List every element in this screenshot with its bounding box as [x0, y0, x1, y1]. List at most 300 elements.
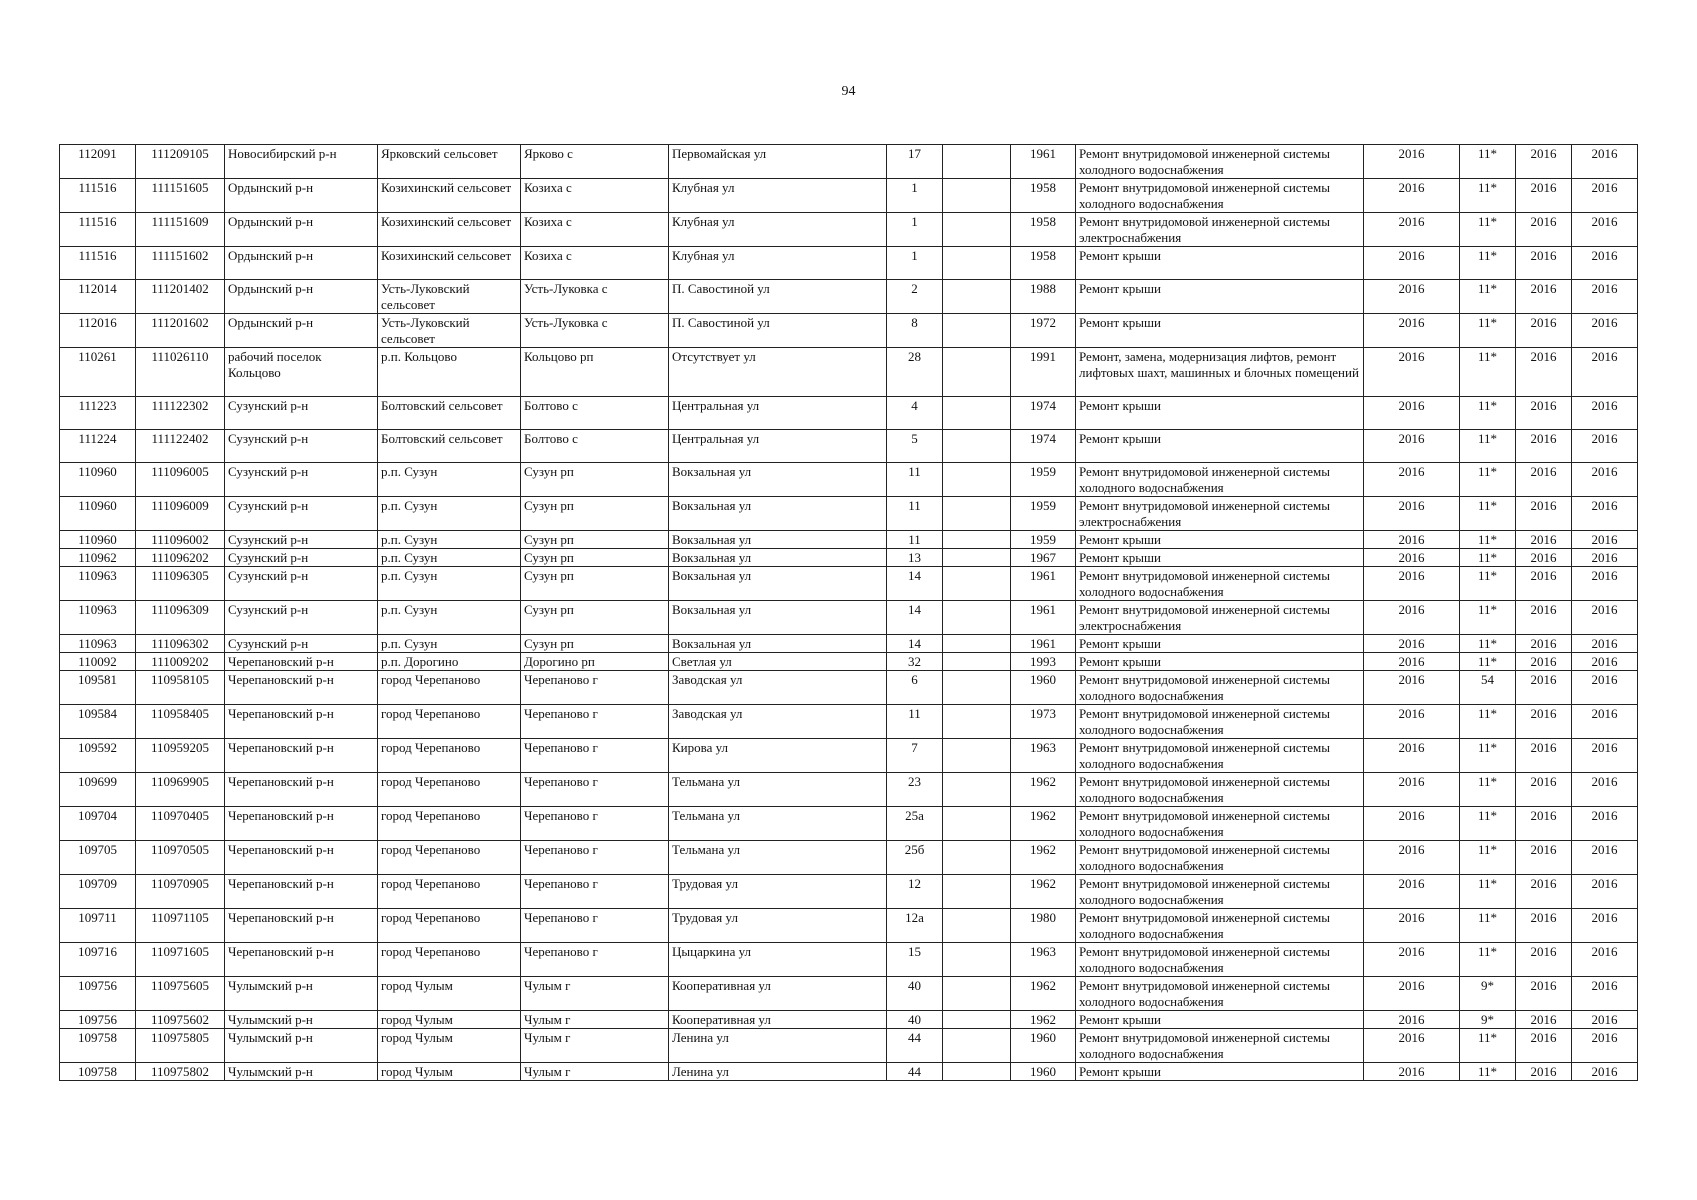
- cell-municipality: город Чулым: [378, 1011, 521, 1029]
- cell-settlement: Сузун рп: [521, 567, 669, 601]
- cell-blank: [943, 671, 1011, 705]
- cell-plan-year: 2016: [1364, 314, 1460, 348]
- table-row: [60, 280, 1638, 314]
- cell-house-id: 112014: [60, 280, 136, 314]
- table-row: [60, 430, 1638, 463]
- cell-object-code: 111201602: [136, 314, 225, 348]
- cell-start-year: 2016: [1516, 739, 1572, 773]
- cell-blank: [943, 567, 1011, 601]
- cell-work-type: Ремонт внутридомовой инженерной системы холодного водоснабжения: [1076, 773, 1364, 807]
- cell-note: 11*: [1460, 601, 1516, 635]
- table-row: [60, 397, 1638, 430]
- cell-object-code: 110958405: [136, 705, 225, 739]
- cell-house-id: 112091: [60, 145, 136, 179]
- cell-district: Ордынский р-н: [225, 247, 378, 280]
- cell-blank: [943, 807, 1011, 841]
- cell-house-id: 109699: [60, 773, 136, 807]
- cell-blank: [943, 280, 1011, 314]
- cell-object-code: 111122302: [136, 397, 225, 430]
- cell-work-type: Ремонт внутридомовой инженерной системы холодного водоснабжения: [1076, 977, 1364, 1011]
- cell-plan-year: 2016: [1364, 430, 1460, 463]
- cell-municipality: город Черепаново: [378, 875, 521, 909]
- cell-settlement: Козиха с: [521, 179, 669, 213]
- cell-object-code: 110975605: [136, 977, 225, 1011]
- cell-plan-year: 2016: [1364, 807, 1460, 841]
- cell-street: Клубная ул: [669, 247, 887, 280]
- cell-house-number: 17: [887, 145, 943, 179]
- cell-settlement: Козиха с: [521, 213, 669, 247]
- cell-municipality: р.п. Сузун: [378, 531, 521, 549]
- cell-work-type: Ремонт крыши: [1076, 1063, 1364, 1081]
- cell-start-year: 2016: [1516, 567, 1572, 601]
- cell-house-id: 109592: [60, 739, 136, 773]
- cell-note: 11*: [1460, 348, 1516, 397]
- cell-house-number: 25а: [887, 807, 943, 841]
- cell-work-type: Ремонт, замена, модернизация лифтов, ремонт лифтовых шахт, машинных и блочных помещений: [1076, 348, 1364, 397]
- cell-note: 11*: [1460, 705, 1516, 739]
- cell-street: Вокзальная ул: [669, 549, 887, 567]
- cell-start-year: 2016: [1516, 280, 1572, 314]
- cell-house-number: 11: [887, 497, 943, 531]
- cell-blank: [943, 909, 1011, 943]
- cell-plan-year: 2016: [1364, 1029, 1460, 1063]
- cell-build-year: 1958: [1011, 179, 1076, 213]
- cell-district: Черепановский р-н: [225, 705, 378, 739]
- cell-district: Чулымский р-н: [225, 1011, 378, 1029]
- cell-municipality: город Чулым: [378, 977, 521, 1011]
- cell-settlement: Сузун рп: [521, 531, 669, 549]
- cell-object-code: 110970905: [136, 875, 225, 909]
- cell-end-year: 2016: [1572, 841, 1638, 875]
- cell-start-year: 2016: [1516, 807, 1572, 841]
- table-row: [60, 314, 1638, 348]
- cell-work-type: Ремонт крыши: [1076, 430, 1364, 463]
- cell-plan-year: 2016: [1364, 531, 1460, 549]
- cell-note: 11*: [1460, 549, 1516, 567]
- cell-district: Сузунский р-н: [225, 397, 378, 430]
- table-row: [60, 348, 1638, 397]
- cell-end-year: 2016: [1572, 463, 1638, 497]
- cell-note: 11*: [1460, 179, 1516, 213]
- cell-street: Вокзальная ул: [669, 567, 887, 601]
- cell-municipality: Болтовский сельсовет: [378, 430, 521, 463]
- cell-object-code: 110971605: [136, 943, 225, 977]
- cell-object-code: 111151609: [136, 213, 225, 247]
- cell-end-year: 2016: [1572, 875, 1638, 909]
- cell-work-type: Ремонт внутридомовой инженерной системы холодного водоснабжения: [1076, 875, 1364, 909]
- cell-street: Трудовая ул: [669, 875, 887, 909]
- cell-start-year: 2016: [1516, 397, 1572, 430]
- cell-municipality: Козихинский сельсовет: [378, 247, 521, 280]
- cell-work-type: Ремонт внутридомовой инженерной системы электроснабжения: [1076, 497, 1364, 531]
- cell-blank: [943, 348, 1011, 397]
- cell-end-year: 2016: [1572, 213, 1638, 247]
- cell-plan-year: 2016: [1364, 145, 1460, 179]
- cell-district: Черепановский р-н: [225, 807, 378, 841]
- cell-build-year: 1972: [1011, 314, 1076, 348]
- cell-municipality: город Черепаново: [378, 739, 521, 773]
- cell-start-year: 2016: [1516, 145, 1572, 179]
- cell-end-year: 2016: [1572, 314, 1638, 348]
- cell-end-year: 2016: [1572, 1029, 1638, 1063]
- cell-street: Центральная ул: [669, 430, 887, 463]
- cell-settlement: Черепаново г: [521, 773, 669, 807]
- cell-district: Чулымский р-н: [225, 1063, 378, 1081]
- cell-street: Светлая ул: [669, 653, 887, 671]
- cell-district: Чулымский р-н: [225, 1029, 378, 1063]
- cell-build-year: 1960: [1011, 1063, 1076, 1081]
- cell-house-id: 111224: [60, 430, 136, 463]
- cell-build-year: 1961: [1011, 567, 1076, 601]
- cell-blank: [943, 179, 1011, 213]
- table-row: [60, 909, 1638, 943]
- cell-settlement: Черепаново г: [521, 841, 669, 875]
- cell-district: Сузунский р-н: [225, 567, 378, 601]
- cell-build-year: 1988: [1011, 280, 1076, 314]
- cell-start-year: 2016: [1516, 1029, 1572, 1063]
- table-row: [60, 773, 1638, 807]
- cell-build-year: 1959: [1011, 463, 1076, 497]
- table-row: [60, 145, 1638, 179]
- cell-work-type: Ремонт внутридомовой инженерной системы холодного водоснабжения: [1076, 943, 1364, 977]
- cell-start-year: 2016: [1516, 773, 1572, 807]
- cell-house-id: 109758: [60, 1029, 136, 1063]
- cell-note: 11*: [1460, 807, 1516, 841]
- table-row: [60, 497, 1638, 531]
- cell-end-year: 2016: [1572, 145, 1638, 179]
- cell-object-code: 110975802: [136, 1063, 225, 1081]
- cell-district: Сузунский р-н: [225, 635, 378, 653]
- cell-settlement: Дорогино рп: [521, 653, 669, 671]
- cell-note: 11*: [1460, 314, 1516, 348]
- cell-end-year: 2016: [1572, 635, 1638, 653]
- cell-settlement: Черепаново г: [521, 739, 669, 773]
- cell-work-type: Ремонт крыши: [1076, 549, 1364, 567]
- cell-build-year: 1974: [1011, 397, 1076, 430]
- cell-street: Вокзальная ул: [669, 497, 887, 531]
- cell-house-id: 110960: [60, 497, 136, 531]
- table-row: [60, 567, 1638, 601]
- cell-object-code: 110969905: [136, 773, 225, 807]
- cell-start-year: 2016: [1516, 463, 1572, 497]
- cell-start-year: 2016: [1516, 430, 1572, 463]
- cell-object-code: 111096002: [136, 531, 225, 549]
- cell-work-type: Ремонт внутридомовой инженерной системы холодного водоснабжения: [1076, 705, 1364, 739]
- cell-blank: [943, 397, 1011, 430]
- cell-blank: [943, 943, 1011, 977]
- cell-note: 11*: [1460, 875, 1516, 909]
- cell-settlement: Сузун рп: [521, 463, 669, 497]
- cell-house-number: 13: [887, 549, 943, 567]
- cell-house-number: 5: [887, 430, 943, 463]
- cell-house-number: 11: [887, 463, 943, 497]
- cell-house-number: 12а: [887, 909, 943, 943]
- table-row: [60, 463, 1638, 497]
- cell-start-year: 2016: [1516, 497, 1572, 531]
- table-row: [60, 179, 1638, 213]
- cell-settlement: Болтово с: [521, 430, 669, 463]
- cell-object-code: 111096005: [136, 463, 225, 497]
- cell-municipality: Козихинский сельсовет: [378, 213, 521, 247]
- cell-house-id: 109581: [60, 671, 136, 705]
- cell-street: Тельмана ул: [669, 773, 887, 807]
- cell-district: Сузунский р-н: [225, 463, 378, 497]
- cell-build-year: 1962: [1011, 841, 1076, 875]
- cell-work-type: Ремонт внутридомовой инженерной системы холодного водоснабжения: [1076, 807, 1364, 841]
- cell-work-type: Ремонт крыши: [1076, 314, 1364, 348]
- cell-house-number: 44: [887, 1029, 943, 1063]
- cell-work-type: Ремонт внутридомовой инженерной системы холодного водоснабжения: [1076, 1029, 1364, 1063]
- cell-house-number: 1: [887, 179, 943, 213]
- cell-house-number: 23: [887, 773, 943, 807]
- cell-settlement: Козиха с: [521, 247, 669, 280]
- cell-end-year: 2016: [1572, 773, 1638, 807]
- cell-street: Вокзальная ул: [669, 531, 887, 549]
- page-number: 94: [841, 84, 856, 99]
- cell-start-year: 2016: [1516, 549, 1572, 567]
- table-row: [60, 739, 1638, 773]
- cell-blank: [943, 635, 1011, 653]
- table-row: [60, 841, 1638, 875]
- table-row: [60, 1011, 1638, 1029]
- cell-end-year: 2016: [1572, 653, 1638, 671]
- cell-plan-year: 2016: [1364, 280, 1460, 314]
- cell-plan-year: 2016: [1364, 179, 1460, 213]
- cell-work-type: Ремонт внутридомовой инженерной системы электроснабжения: [1076, 213, 1364, 247]
- cell-house-number: 15: [887, 943, 943, 977]
- cell-house-number: 6: [887, 671, 943, 705]
- cell-object-code: 110970405: [136, 807, 225, 841]
- cell-work-type: Ремонт крыши: [1076, 653, 1364, 671]
- cell-street: Кирова ул: [669, 739, 887, 773]
- table-row: [60, 1029, 1638, 1063]
- cell-settlement: Черепаново г: [521, 943, 669, 977]
- cell-settlement: Черепаново г: [521, 807, 669, 841]
- cell-blank: [943, 314, 1011, 348]
- cell-build-year: 1980: [1011, 909, 1076, 943]
- cell-street: Клубная ул: [669, 179, 887, 213]
- cell-house-number: 14: [887, 567, 943, 601]
- cell-settlement: Черепаново г: [521, 671, 669, 705]
- cell-street: Вокзальная ул: [669, 601, 887, 635]
- cell-municipality: город Чулым: [378, 1063, 521, 1081]
- cell-settlement: Сузун рп: [521, 549, 669, 567]
- cell-municipality: город Черепаново: [378, 773, 521, 807]
- cell-object-code: 111026110: [136, 348, 225, 397]
- cell-house-number: 32: [887, 653, 943, 671]
- cell-end-year: 2016: [1572, 1063, 1638, 1081]
- table-row: [60, 875, 1638, 909]
- cell-note: 11*: [1460, 567, 1516, 601]
- cell-district: Черепановский р-н: [225, 739, 378, 773]
- cell-district: Ордынский р-н: [225, 314, 378, 348]
- cell-house-id: 109756: [60, 977, 136, 1011]
- cell-house-number: 28: [887, 348, 943, 397]
- cell-district: Сузунский р-н: [225, 601, 378, 635]
- cell-plan-year: 2016: [1364, 977, 1460, 1011]
- cell-note: 11*: [1460, 909, 1516, 943]
- cell-district: Сузунский р-н: [225, 549, 378, 567]
- cell-work-type: Ремонт крыши: [1076, 247, 1364, 280]
- cell-build-year: 1960: [1011, 671, 1076, 705]
- cell-settlement: Чулым г: [521, 977, 669, 1011]
- cell-house-number: 11: [887, 531, 943, 549]
- cell-plan-year: 2016: [1364, 635, 1460, 653]
- cell-object-code: 111096302: [136, 635, 225, 653]
- cell-municipality: Ярковский сельсовет: [378, 145, 521, 179]
- cell-municipality: р.п. Сузун: [378, 497, 521, 531]
- cell-house-id: 109711: [60, 909, 136, 943]
- cell-blank: [943, 531, 1011, 549]
- cell-start-year: 2016: [1516, 601, 1572, 635]
- table-row: [60, 705, 1638, 739]
- cell-start-year: 2016: [1516, 653, 1572, 671]
- cell-object-code: 111009202: [136, 653, 225, 671]
- cell-house-number: 7: [887, 739, 943, 773]
- cell-blank: [943, 213, 1011, 247]
- cell-plan-year: 2016: [1364, 549, 1460, 567]
- cell-street: Кооперативная ул: [669, 977, 887, 1011]
- cell-house-id: 110962: [60, 549, 136, 567]
- table-row: [60, 531, 1638, 549]
- cell-district: Черепановский р-н: [225, 909, 378, 943]
- cell-note: 11*: [1460, 1063, 1516, 1081]
- cell-start-year: 2016: [1516, 531, 1572, 549]
- cell-house-number: 11: [887, 705, 943, 739]
- cell-plan-year: 2016: [1364, 348, 1460, 397]
- cell-start-year: 2016: [1516, 213, 1572, 247]
- cell-street: Ленина ул: [669, 1029, 887, 1063]
- cell-settlement: Ярково с: [521, 145, 669, 179]
- cell-settlement: Сузун рп: [521, 635, 669, 653]
- cell-street: Цыцаркина ул: [669, 943, 887, 977]
- cell-house-id: 109704: [60, 807, 136, 841]
- cell-note: 54: [1460, 671, 1516, 705]
- cell-start-year: 2016: [1516, 635, 1572, 653]
- cell-blank: [943, 977, 1011, 1011]
- cell-municipality: р.п. Сузун: [378, 635, 521, 653]
- cell-plan-year: 2016: [1364, 463, 1460, 497]
- cell-settlement: Чулым г: [521, 1063, 669, 1081]
- cell-street: Трудовая ул: [669, 909, 887, 943]
- cell-house-id: 110092: [60, 653, 136, 671]
- cell-blank: [943, 1029, 1011, 1063]
- cell-note: 9*: [1460, 977, 1516, 1011]
- cell-object-code: 110975805: [136, 1029, 225, 1063]
- cell-street: Тельмана ул: [669, 807, 887, 841]
- cell-note: 9*: [1460, 1011, 1516, 1029]
- cell-blank: [943, 841, 1011, 875]
- table-row: [60, 549, 1638, 567]
- cell-object-code: 111201402: [136, 280, 225, 314]
- cell-note: 11*: [1460, 213, 1516, 247]
- cell-work-type: Ремонт внутридомовой инженерной системы холодного водоснабжения: [1076, 671, 1364, 705]
- cell-object-code: 111209105: [136, 145, 225, 179]
- cell-district: рабочий поселок Кольцово: [225, 348, 378, 397]
- cell-object-code: 111151605: [136, 179, 225, 213]
- cell-work-type: Ремонт крыши: [1076, 531, 1364, 549]
- cell-municipality: Усть-Луковский сельсовет: [378, 314, 521, 348]
- cell-work-type: Ремонт внутридомовой инженерной системы холодного водоснабжения: [1076, 567, 1364, 601]
- cell-municipality: Козихинский сельсовет: [378, 179, 521, 213]
- cell-note: 11*: [1460, 531, 1516, 549]
- cell-start-year: 2016: [1516, 1011, 1572, 1029]
- cell-house-id: 109756: [60, 1011, 136, 1029]
- cell-municipality: город Черепаново: [378, 943, 521, 977]
- cell-start-year: 2016: [1516, 909, 1572, 943]
- cell-settlement: Усть-Луковка с: [521, 314, 669, 348]
- cell-settlement: Черепаново г: [521, 909, 669, 943]
- table-row: [60, 601, 1638, 635]
- cell-house-id: 112016: [60, 314, 136, 348]
- cell-note: 11*: [1460, 739, 1516, 773]
- cell-blank: [943, 430, 1011, 463]
- cell-settlement: Черепаново г: [521, 705, 669, 739]
- cell-build-year: 1962: [1011, 773, 1076, 807]
- cell-start-year: 2016: [1516, 841, 1572, 875]
- cell-street: П. Савостиной ул: [669, 314, 887, 348]
- cell-end-year: 2016: [1572, 601, 1638, 635]
- cell-note: 11*: [1460, 397, 1516, 430]
- cell-plan-year: 2016: [1364, 705, 1460, 739]
- cell-house-id: 110963: [60, 567, 136, 601]
- cell-build-year: 1963: [1011, 943, 1076, 977]
- cell-house-id: 111516: [60, 213, 136, 247]
- cell-object-code: 110970505: [136, 841, 225, 875]
- cell-plan-year: 2016: [1364, 739, 1460, 773]
- cell-work-type: Ремонт внутридомовой инженерной системы холодного водоснабжения: [1076, 179, 1364, 213]
- cell-street: Вокзальная ул: [669, 635, 887, 653]
- table-row: [60, 213, 1638, 247]
- cell-end-year: 2016: [1572, 348, 1638, 397]
- cell-end-year: 2016: [1572, 807, 1638, 841]
- cell-settlement: Усть-Луковка с: [521, 280, 669, 314]
- cell-note: 11*: [1460, 841, 1516, 875]
- cell-plan-year: 2016: [1364, 213, 1460, 247]
- cell-settlement: Чулым г: [521, 1029, 669, 1063]
- cell-work-type: Ремонт крыши: [1076, 397, 1364, 430]
- cell-street: Заводская ул: [669, 671, 887, 705]
- cell-house-number: 4: [887, 397, 943, 430]
- cell-end-year: 2016: [1572, 671, 1638, 705]
- cell-settlement: Сузун рп: [521, 497, 669, 531]
- cell-work-type: Ремонт внутридомовой инженерной системы холодного водоснабжения: [1076, 145, 1364, 179]
- table-row: [60, 635, 1638, 653]
- cell-settlement: Кольцово рп: [521, 348, 669, 397]
- cell-plan-year: 2016: [1364, 567, 1460, 601]
- cell-municipality: Болтовский сельсовет: [378, 397, 521, 430]
- table-row: [60, 943, 1638, 977]
- cell-municipality: город Черепаново: [378, 671, 521, 705]
- cell-object-code: 110959205: [136, 739, 225, 773]
- cell-build-year: 1962: [1011, 1011, 1076, 1029]
- cell-build-year: 1967: [1011, 549, 1076, 567]
- cell-house-id: 110963: [60, 635, 136, 653]
- cell-house-number: 14: [887, 601, 943, 635]
- cell-plan-year: 2016: [1364, 653, 1460, 671]
- cell-house-id: 110960: [60, 531, 136, 549]
- cell-municipality: город Черепаново: [378, 909, 521, 943]
- cell-build-year: 1962: [1011, 875, 1076, 909]
- cell-house-number: 44: [887, 1063, 943, 1081]
- cell-district: Ордынский р-н: [225, 213, 378, 247]
- cell-blank: [943, 739, 1011, 773]
- cell-plan-year: 2016: [1364, 773, 1460, 807]
- cell-house-id: 110960: [60, 463, 136, 497]
- cell-work-type: Ремонт внутридомовой инженерной системы холодного водоснабжения: [1076, 739, 1364, 773]
- cell-house-id: 109716: [60, 943, 136, 977]
- cell-end-year: 2016: [1572, 247, 1638, 280]
